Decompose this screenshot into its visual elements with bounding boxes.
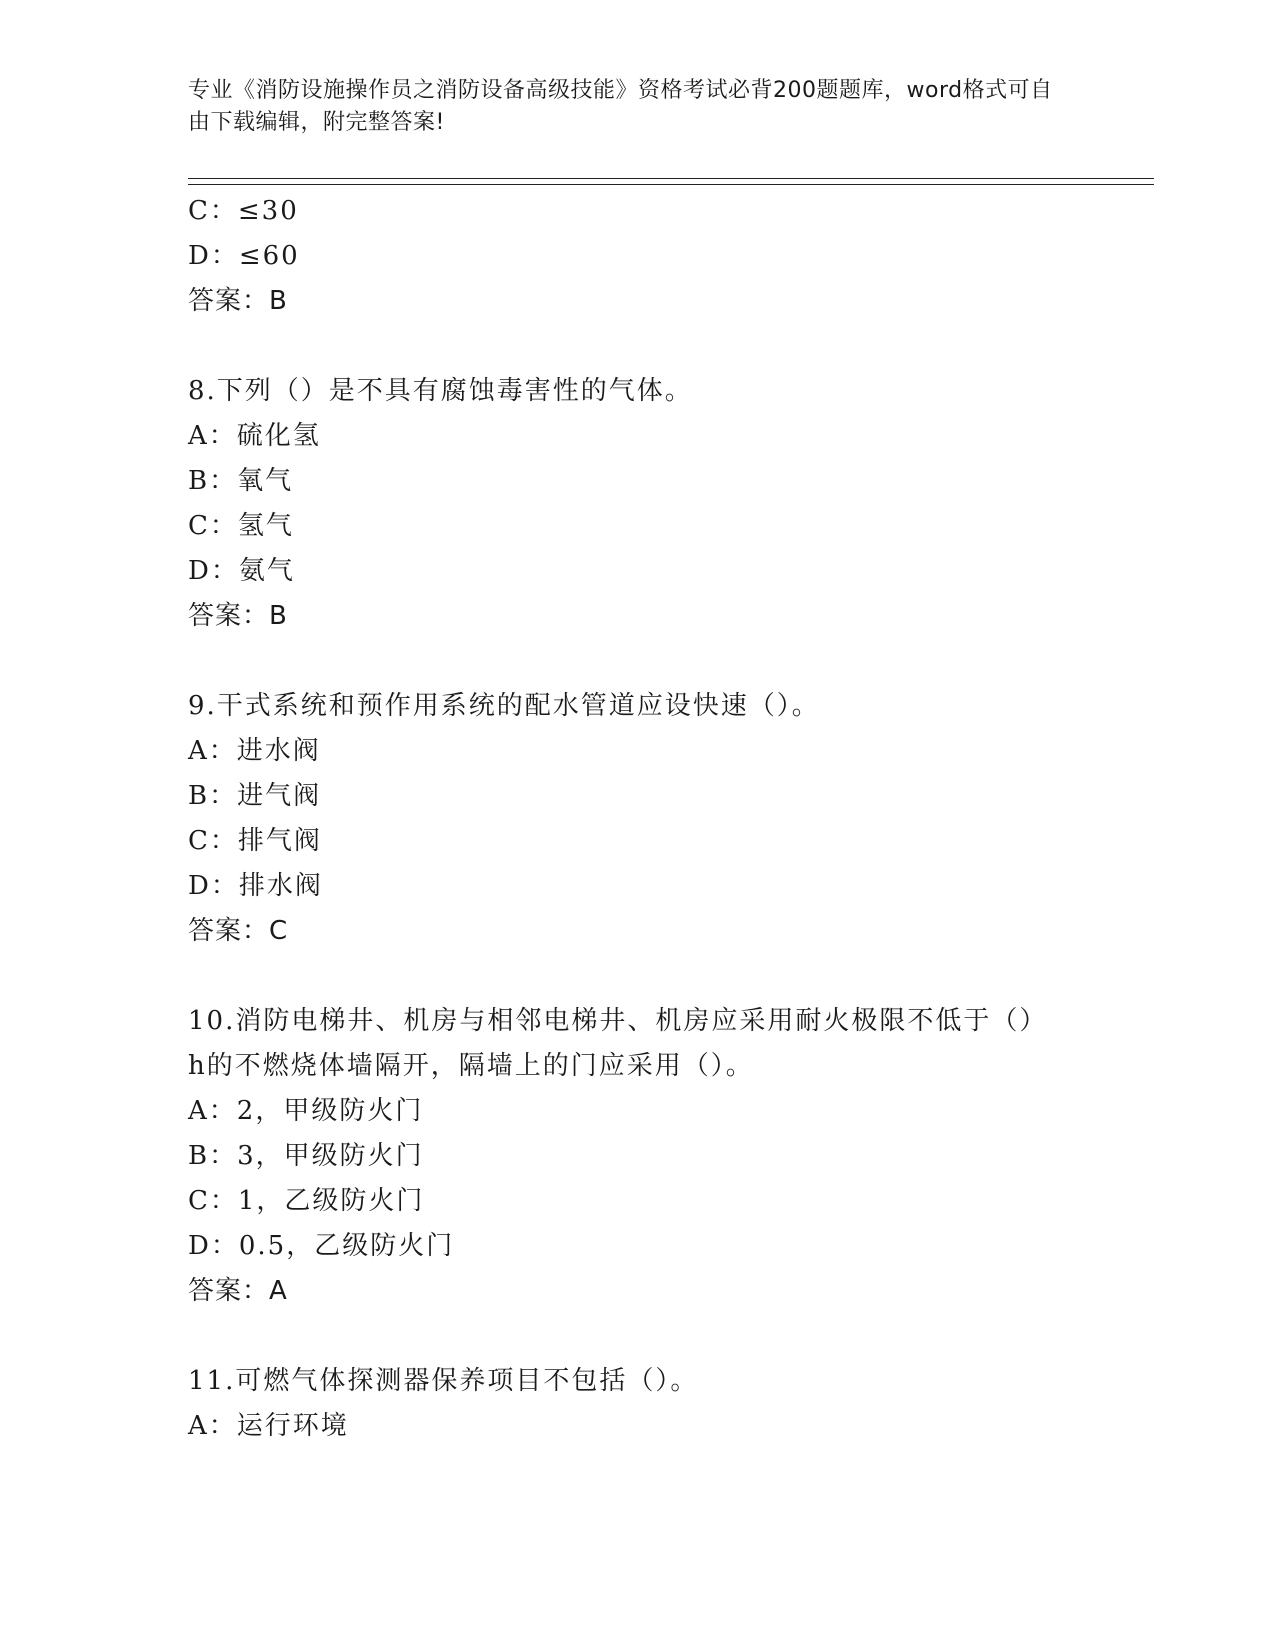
option-a: A：运行环境 <box>188 1411 349 1441</box>
answer-line: 答案：C <box>188 916 289 946</box>
option-c: C：≤30 <box>188 196 299 226</box>
option-b: B：进气阀 <box>188 781 322 811</box>
answer-line: 答案：A <box>188 1276 288 1306</box>
option-d: D：≤60 <box>188 241 300 271</box>
answer-line: 答案：B <box>188 601 288 631</box>
question-11: 11.可燃气体探测器保养项目不包括（）。 <box>188 1366 699 1396</box>
option-a: A：进水阀 <box>188 736 321 766</box>
question-8: 8.下列（）是不具有腐蚀毒害性的气体。 <box>188 376 693 406</box>
header-divider-bottom <box>188 184 1154 185</box>
option-b: B：3，甲级防火门 <box>188 1141 424 1171</box>
answer-line: 答案：B <box>188 286 288 316</box>
option-d: D：氨气 <box>188 556 295 586</box>
option-a: A：2，甲级防火门 <box>188 1096 424 1126</box>
option-d: D：排水阀 <box>188 871 323 901</box>
option-c: C：氢气 <box>188 511 294 541</box>
question-10-continued: h的不燃烧体墙隔开，隔墙上的门应采用（）。 <box>188 1051 754 1081</box>
document-header: 专业《消防设施操作员之消防设备高级技能》资格考试必背200题题库，word格式可自由下载编辑，附完整答案! <box>188 78 1053 135</box>
option-c: C：1，乙级防火门 <box>188 1186 425 1216</box>
option-b: B：氧气 <box>188 466 294 496</box>
header-divider-top <box>188 178 1154 179</box>
option-d: D：0.5，乙级防火门 <box>188 1231 455 1261</box>
option-a: A：硫化氢 <box>188 421 321 451</box>
option-c: C：排气阀 <box>188 826 322 856</box>
question-9: 9.干式系统和预作用系统的配水管道应设快速（）。 <box>188 691 820 721</box>
question-10: 10.消防电梯井、机房与相邻电梯井、机房应采用耐火极限不低于（） <box>188 1006 1048 1036</box>
